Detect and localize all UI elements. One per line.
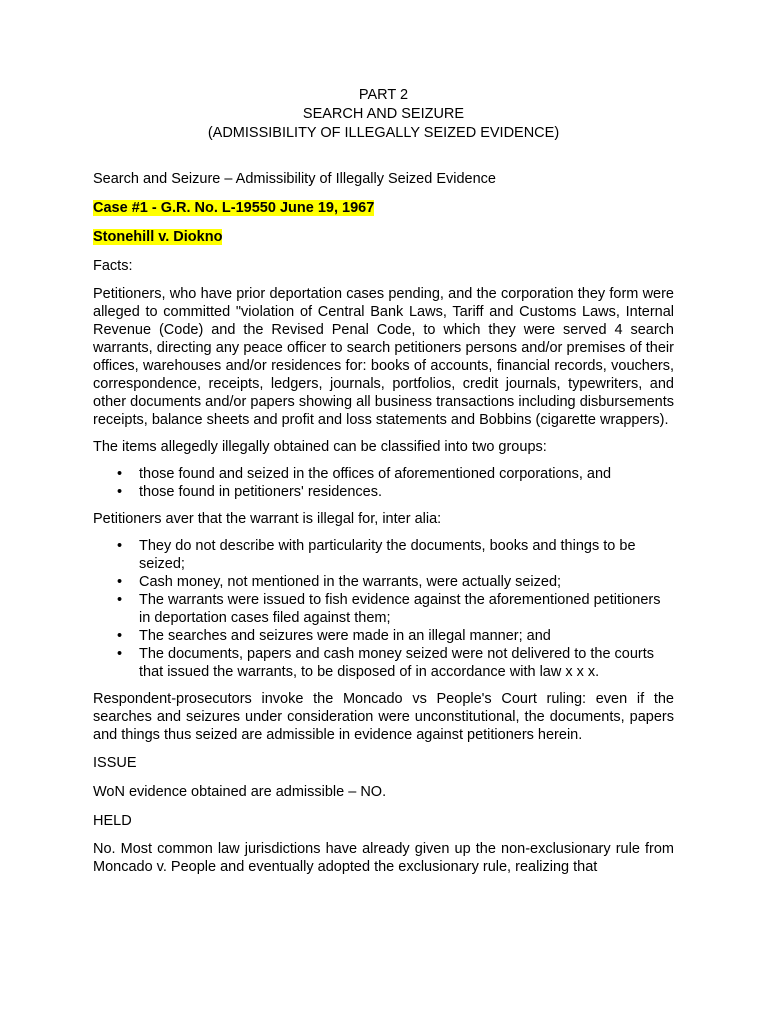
list-item <box>117 627 674 645</box>
title-subtopic: (ADMISSIBILITY OF ILLEGALLY SEIZED EVIDENCE) <box>207 125 560 141</box>
issue-label: ISSUE <box>93 755 137 771</box>
bullet-icon: • <box>117 484 123 500</box>
facts-label: Facts: <box>93 258 133 274</box>
respondent-paragraph: Respondent-prosecutors invoke the Moncado vs People's Court ruling: even if the searches and seizures under consideration were unconstitutional, the documents, papers and things thus seized are admissible in evidence against petitioners herein. <box>93 691 674 743</box>
held-paragraph: No. Most common law jurisdictions have already given up the non-exclusionary rule from Moncado v. People and eventually adopted the exclusionary rule, realizing that <box>93 841 674 875</box>
list-item <box>117 537 674 573</box>
list-item-text: They do not describe with particularity the documents, books and things to be seized; <box>139 538 636 572</box>
list-item <box>117 645 674 681</box>
groups-intro: The items allegedly illegally obtained can be classified into two groups: <box>93 439 547 455</box>
list-item-text: those found in petitioners' residences. <box>139 484 382 500</box>
list-item-text: those found and seized in the offices of aforementioned corporations, and <box>139 466 612 482</box>
list-item <box>117 573 674 591</box>
list-item <box>117 591 674 627</box>
list-item-text: Cash money, not mentioned in the warrants, were actually seized; <box>139 574 562 590</box>
title-part: PART 2 <box>358 87 409 103</box>
list-item <box>117 483 674 501</box>
case-number: Case #1 - G.R. No. L-19550 June 19, 1967 <box>93 200 375 216</box>
groups-list <box>93 465 674 501</box>
bullet-icon: • <box>117 646 123 662</box>
list-item-text: The documents, papers and cash money seized were not delivered to the courts that issued the warrants, to be disposed of in accordance with law x x x. <box>139 646 655 680</box>
list-item-text: The warrants were issued to fish evidence against the aforementioned petitioners in deportation cases filed against them; <box>139 592 661 626</box>
case-number-line <box>93 198 674 218</box>
list-item <box>117 465 674 483</box>
aver-intro: Petitioners aver that the warrant is illegal for, inter alia: <box>93 511 442 527</box>
bullet-icon: • <box>117 592 123 608</box>
bullet-icon: • <box>117 466 123 482</box>
section-subtitle: Search and Seizure – Admissibility of Illegally Seized Evidence <box>93 171 496 187</box>
issue-text: WoN evidence obtained are admissible – NO. <box>93 784 387 800</box>
aver-list <box>93 537 674 681</box>
document-body <box>93 86 674 885</box>
case-name-line <box>93 227 674 247</box>
held-label: HELD <box>93 813 132 829</box>
bullet-icon: • <box>117 574 123 590</box>
bullet-icon: • <box>117 628 123 644</box>
case-name: Stonehill v. Diokno <box>93 229 223 245</box>
title-topic: SEARCH AND SEIZURE <box>302 106 465 122</box>
list-item-text: The searches and seizures were made in an illegal manner; and <box>139 628 551 644</box>
facts-paragraph: Petitioners, who have prior deportation cases pending, and the corporation they form were alleged to committed "violation of Central Bank Laws, Tariff and Customs Laws, Internal Revenue (Code) and the Revised Penal Code, to which they were served 4 search warrants, directing any peace officer to search petitioners persons and/or premises of their offices, warehouses and/or residences for: books of accounts, financial records, vouchers, correspondence, receipts, ledgers, journals, portfolios, credit journals, typewriters, and other documents and/or papers showing all business transactions including disbursements receipts, balance sheets and profit and loss statements and Bobbins (cigarette wrappers). <box>93 286 674 428</box>
bullet-icon: • <box>117 538 123 554</box>
document-title <box>93 86 674 143</box>
